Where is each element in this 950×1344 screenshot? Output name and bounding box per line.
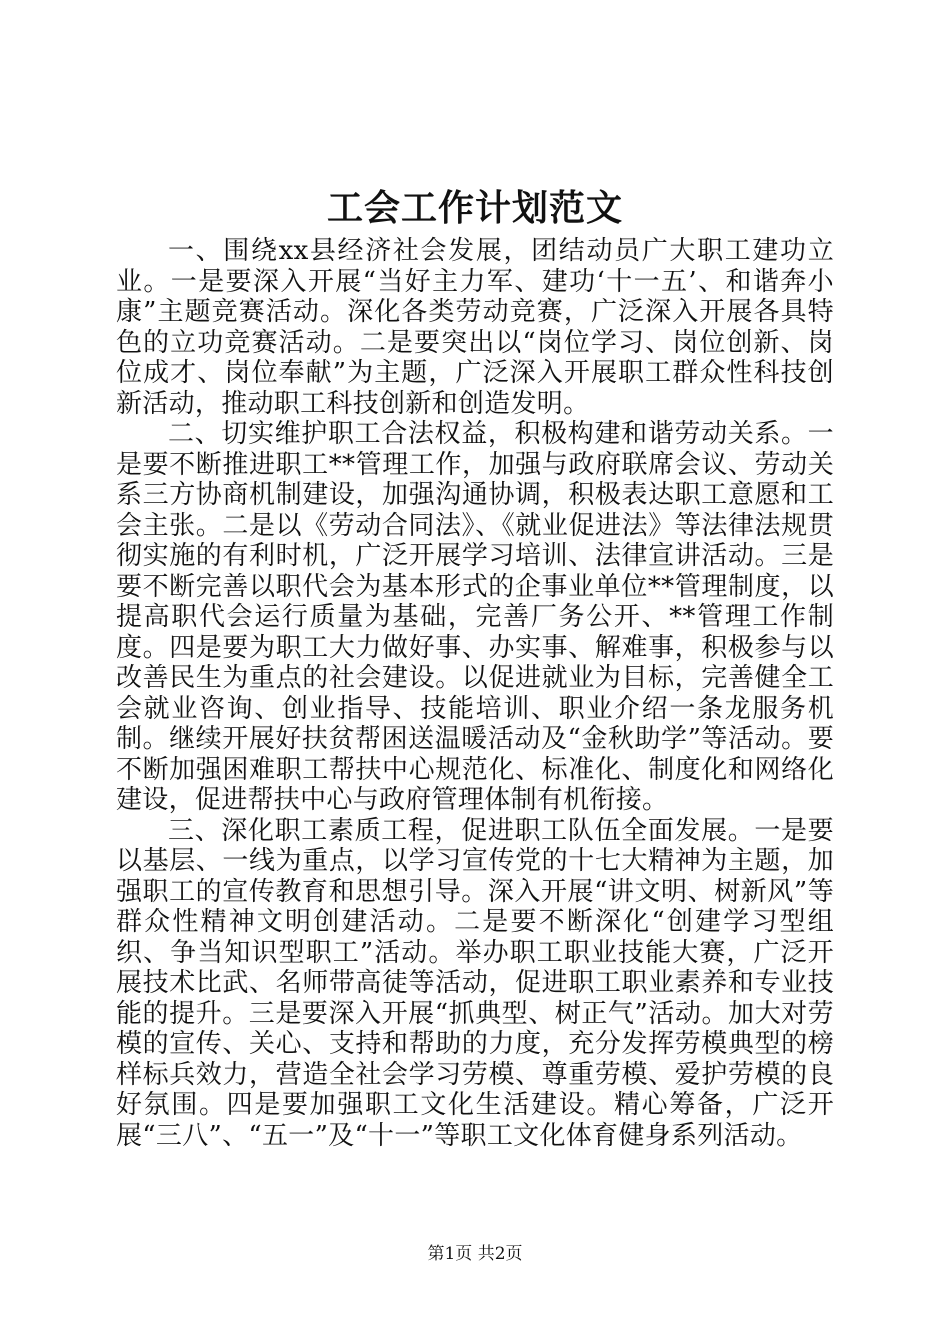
paragraph-2: 二、切实维护职工合法权益，积极构建和谐劳动关系。一是要不断推进职工**管理工作，加强与政府联席会议、劳动关系三方协商机制建设，加强沟通协调，积极表达职工意愿和工会主张。二是以《劳动合同法》、《就业促进法》等法律法规贯彻实施的有利时机，广泛开展学习培训、法律宣讲活动。三是要不断完善以职代会为基本形式的企事业单位**管理制度，以提高职代会运行质量为基础，完善厂务公开、**管理工作制度。四是要为职工大力做好事、办实事、解难事，积极参与以改善民生为重点的社会建设。以促进就业为目标，完善健全工会就业咨询、创业指导、技能培训、职业介绍一条龙服务机制。继续开展好扶贫帮困送温暖活动及“金秋助学”等活动。要不断加强困难职工帮扶中心规范化、标准化、制度化和网络化建设，促进帮扶中心与政府管理体制有机衔接。 bbox=[116, 419, 834, 815]
paragraph-3: 三、深化职工素质工程，促进职工队伍全面发展。一是要以基层、一线为重点，以学习宣传党的十七大精神为主题，加强职工的宣传教育和思想引导。深入开展“讲文明、树新风”等群众性精神文明创建活动。二是要不断深化“创建学习型组织、争当知识型职工”活动。举办职工职业技能大赛，广泛开展技术比武、名师带高徒等活动，促进职工职业素养和专业技能的提升。三是要深入开展“抓典型、树正气”活动。加大对劳模的宣传、关心、支持和帮助的力度，充分发挥劳模典型的榜样标兵效力，营造全社会学习劳模、尊重劳模、爱护劳模的良好氛围。四是要加强职工文化生活建设。精心筹备，广泛开展“三八”、“五一”及“十一”等职工文化体育健身系列活动。 bbox=[116, 815, 834, 1151]
paragraph-1: 一、围绕xx县经济社会发展，团结动员广大职工建功立业。一是要深入开展“当好主力军、建功‘十一五’、和谐奔小康”主题竞赛活动。深化各类劳动竞赛，广泛深入开展各具特色的立功竞赛活动。二是要突出以“岗位学习、岗位创新、岗位成才、岗位奉献”为主题，广泛深入开展职工群众性科技创新活动，推动职工科技创新和创造发明。 bbox=[116, 236, 834, 419]
page-title: 工会工作计划范文 bbox=[326, 187, 623, 229]
document-body bbox=[116, 236, 834, 1151]
page-footer: 第1页 共2页 bbox=[427, 1244, 523, 1264]
